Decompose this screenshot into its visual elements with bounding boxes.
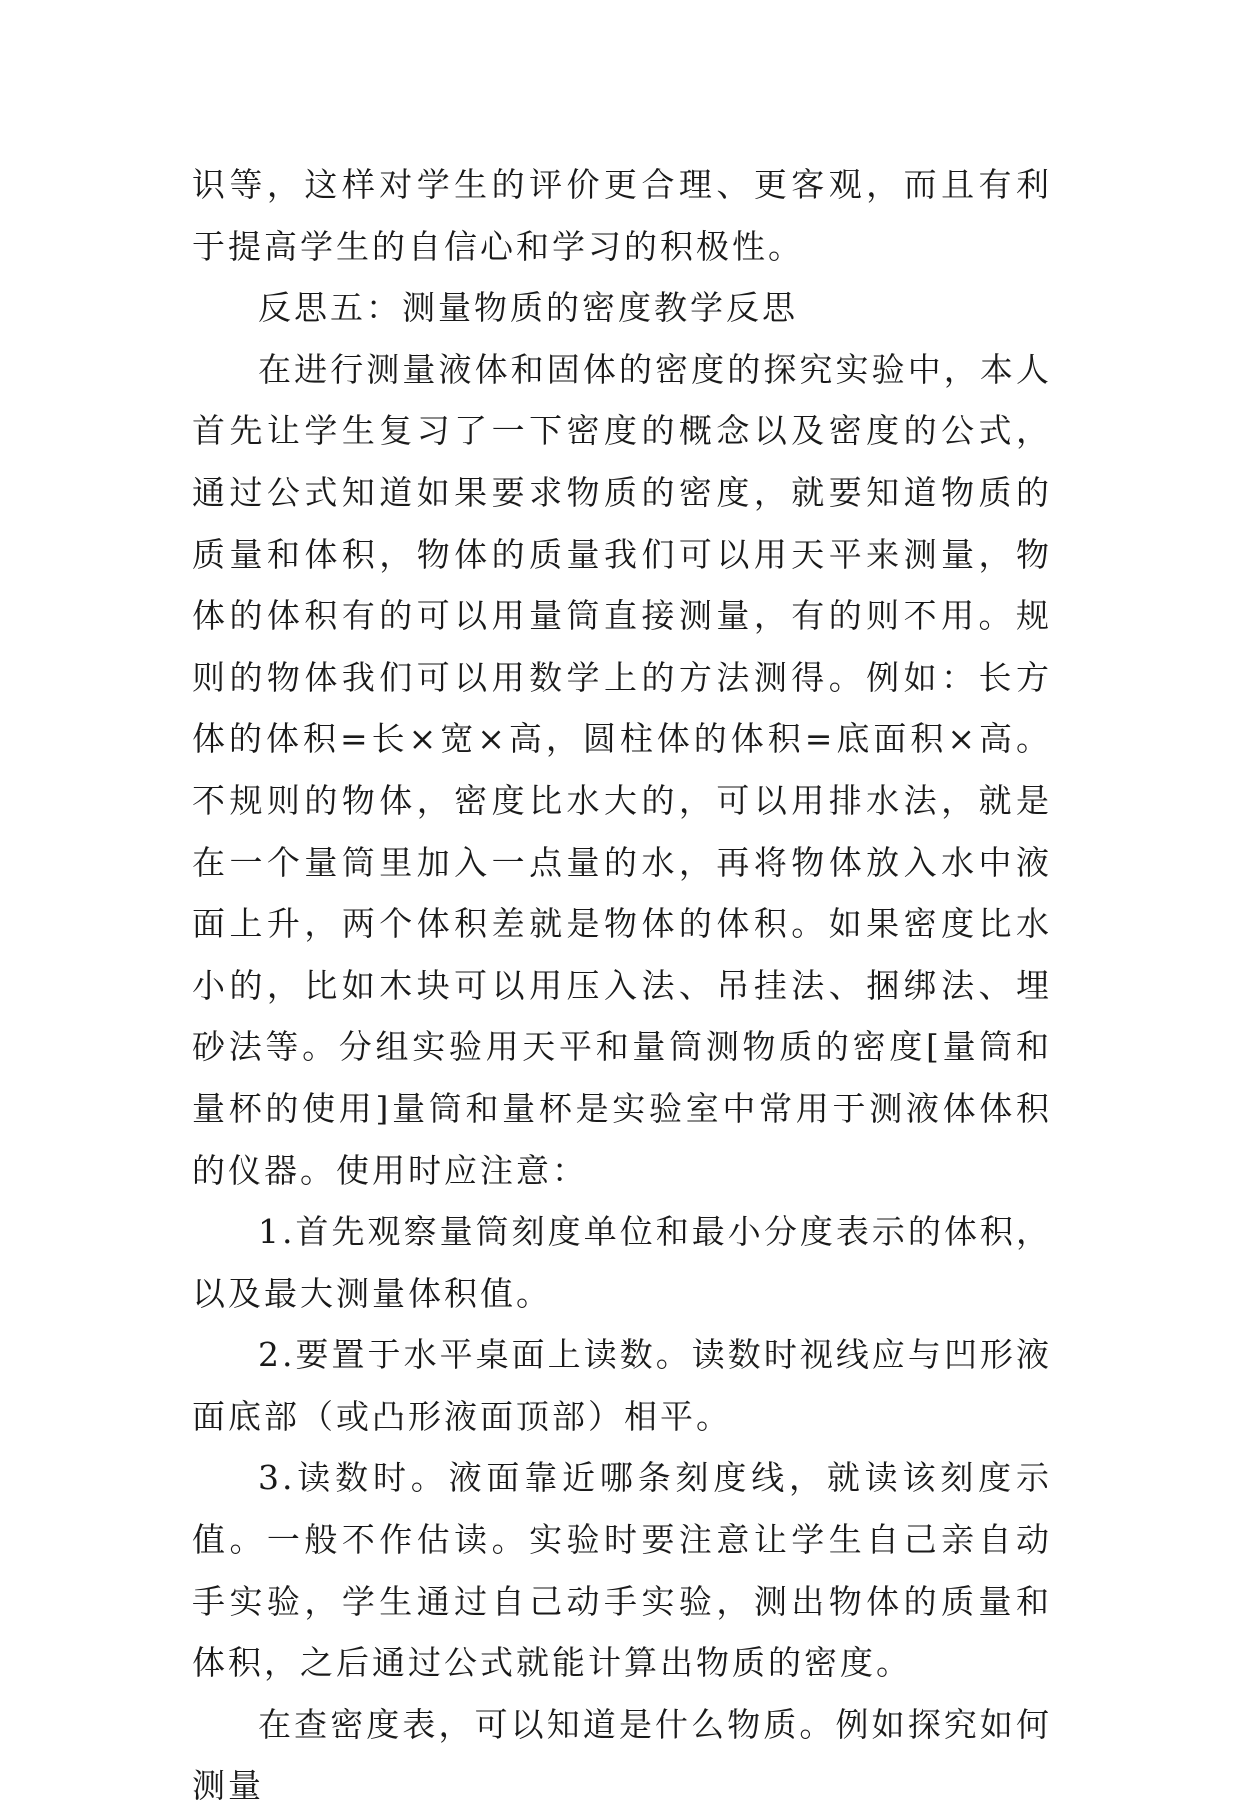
section-heading: 反思五：测量物质的密度教学反思: [258, 288, 798, 328]
paragraph: 在查密度表，可以知道是什么物质。例如探究如何测量: [192, 1704, 1052, 1806]
list-item: 1.首先观察量筒刻度单位和最小分度表示的体积，以及最大测量体积值。: [192, 1212, 1052, 1313]
paragraph-continued: 识等，这样对学生的评价更合理、更客观，而且有利于提高学生的自信心和学习的积极性。: [192, 165, 1052, 266]
paragraph: 在进行测量液体和固体的密度的探究实验中，本人首先让学生复习了一下密度的概念以及密度的公式，通过公式知道如果要求物质的密度，就要知道物质的质量和体积，物体的质量我们可以用天平来测量，物体的体积有的可以用量筒直接测量，有的则不用。规则的物体我们可以用数学上的方法测得。例如：长方体的体积=长×宽×高，圆柱体的体积=底面积×高。不规则的物体，密度比水大的，可以用排水法，就是在一个量筒里加入一点量的水，再将物体放入水中液面上升，两个体积差就是物体的体积。如果密度比水小的，比如木块可以用压入法、吊挂法、捆绑法、埋砂法等。分组实验用天平和量筒测物质的密度[量筒和量杯的使用]量筒和量杯是实验室中常用于测液体体积的仪器。使用时应注意：: [192, 349, 1052, 1190]
list-item: 3.读数时。液面靠近哪条刻度线，就读该刻度示值。一般不作估读。实验时要注意让学生自己亲自动手实验，学生通过自己动手实验，测出物体的质量和体积，之后通过公式就能计算出物质的密度。: [192, 1458, 1052, 1683]
list-item: 2.要置于水平桌面上读数。读数时视线应与凹形液面底部（或凸形液面顶部）相平。: [192, 1335, 1052, 1436]
document-body: [192, 154, 1052, 1817]
